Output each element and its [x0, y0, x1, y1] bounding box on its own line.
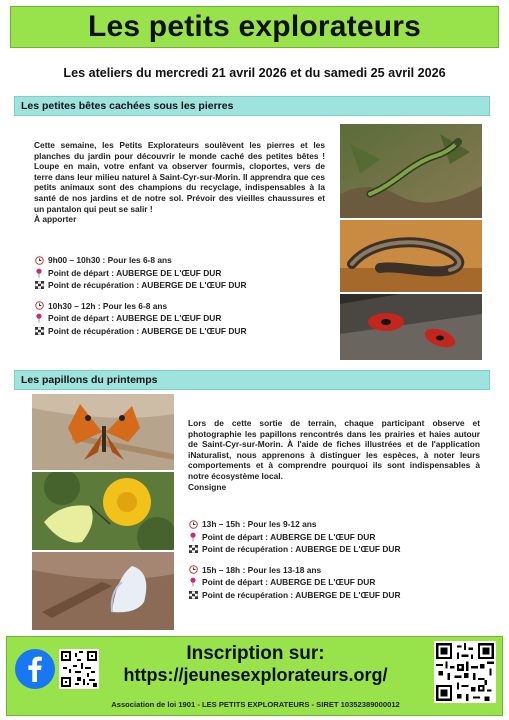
map-pin-icon — [188, 577, 198, 587]
checkered-flag-icon — [34, 327, 44, 335]
clock-icon — [34, 301, 44, 310]
event-dates-subtitle: Les ateliers du mercredi 21 avril 2026 et du samedi 25 avril 2026 — [63, 66, 446, 80]
schedule-departure-row: Point de départ : AUBERGE DE L'ŒUF DUR — [188, 531, 401, 544]
registration-url-link[interactable]: https://jeunesexplorateurs.org/ — [123, 665, 388, 685]
note-text: À apporter — [34, 214, 77, 225]
checkered-flag-icon — [34, 281, 44, 289]
inscription-label: Inscription sur: — [186, 643, 325, 664]
clock-icon — [34, 256, 44, 265]
title-banner — [10, 6, 499, 48]
description-text: Cette semaine, les Petits Explorateurs soulèvent les pierres et les planches du jardin pour découvrir le monde caché des petites bêtes ! Loupe en main, votre enfant va observer fourmis, cloportes, vers de terre dans leur milieu naturel à Saint-Cyr-sur-Morin. Il apprendra que ces petits animaux sont des champions du recyclage, indispensables à la santé de nos jardins et de notre sol. Prévoir des vieilles chaussures et un pantalon qui peut se salir ! — [34, 140, 325, 214]
firebug-photo — [340, 294, 482, 360]
clock-icon — [188, 565, 198, 574]
section-description-butterflies — [188, 418, 480, 492]
schedule-time-row: 10h30 – 12h : Pour les 6-8 ans — [34, 300, 247, 313]
section-heading-butterflies — [14, 370, 490, 390]
schedule-insects — [34, 254, 247, 337]
schedule-pickup-row: Point de récupération : AUBERGE DE L'ŒUF DUR — [188, 589, 401, 602]
description-text: Lors de cette sortie de terrain, chaque participant observe et photographie les papillons rencontrés dans les prairies et haies autour de Saint-Cyr-sur-Morin. À l'aide de fiches illustrées et de l'application iNaturalist, nous apprenons à distinguer les espèces, à noter leurs comportements et à comprendre pourquoi ils sont indispensables à notre écosystème local. — [188, 418, 480, 481]
map-pin-icon — [34, 268, 44, 278]
brimstone-butterfly-photo — [32, 472, 174, 550]
map-pin-icon — [188, 532, 198, 542]
slow-worm-photo — [340, 220, 482, 292]
page-title: Les petits explorateurs — [87, 10, 422, 43]
map-pin-icon — [34, 313, 44, 323]
blue-butterfly-photo — [32, 552, 174, 630]
website-qr-code-icon[interactable] — [434, 641, 496, 703]
section-description-insects — [34, 140, 325, 225]
checkered-flag-icon — [188, 591, 198, 599]
schedule-time-row: 9h00 – 10h30 : Pour les 6-8 ans — [34, 254, 247, 267]
lizard-photo — [340, 124, 482, 218]
tortoiseshell-butterfly-photo — [32, 394, 174, 470]
schedule-time-row: 13h – 15h : Pour les 9-12 ans — [188, 518, 401, 531]
schedule-departure-row: Point de départ : AUBERGE DE L'ŒUF DUR — [34, 312, 247, 325]
section-heading-insects — [14, 96, 490, 116]
schedule-departure-row: Point de départ : AUBERGE DE L'ŒUF DUR — [34, 267, 247, 280]
section-heading-label: Les papillons du printemps — [21, 374, 158, 386]
association-legal-info: Association de loi 1901 - LES PETITS EXPLORATEURS - SIRET 10352389000012 — [111, 700, 400, 709]
schedule-pickup-row: Point de récupération : AUBERGE DE L'ŒUF DUR — [34, 279, 247, 292]
schedule-departure-row: Point de départ : AUBERGE DE L'ŒUF DUR — [188, 576, 401, 589]
schedule-pickup-row: Point de récupération : AUBERGE DE L'ŒUF DUR — [188, 543, 401, 556]
registration-footer — [6, 636, 503, 716]
clock-icon — [188, 520, 198, 529]
schedule-butterflies — [188, 518, 401, 601]
section-heading-label: Les petites bêtes cachées sous les pierres — [21, 100, 234, 112]
schedule-pickup-row: Point de récupération : AUBERGE DE L'ŒUF DUR — [34, 325, 247, 338]
schedule-time-row: 15h – 18h : Pour les 13-18 ans — [188, 564, 401, 577]
checkered-flag-icon — [188, 545, 198, 553]
note-text: Consigne — [188, 481, 227, 492]
